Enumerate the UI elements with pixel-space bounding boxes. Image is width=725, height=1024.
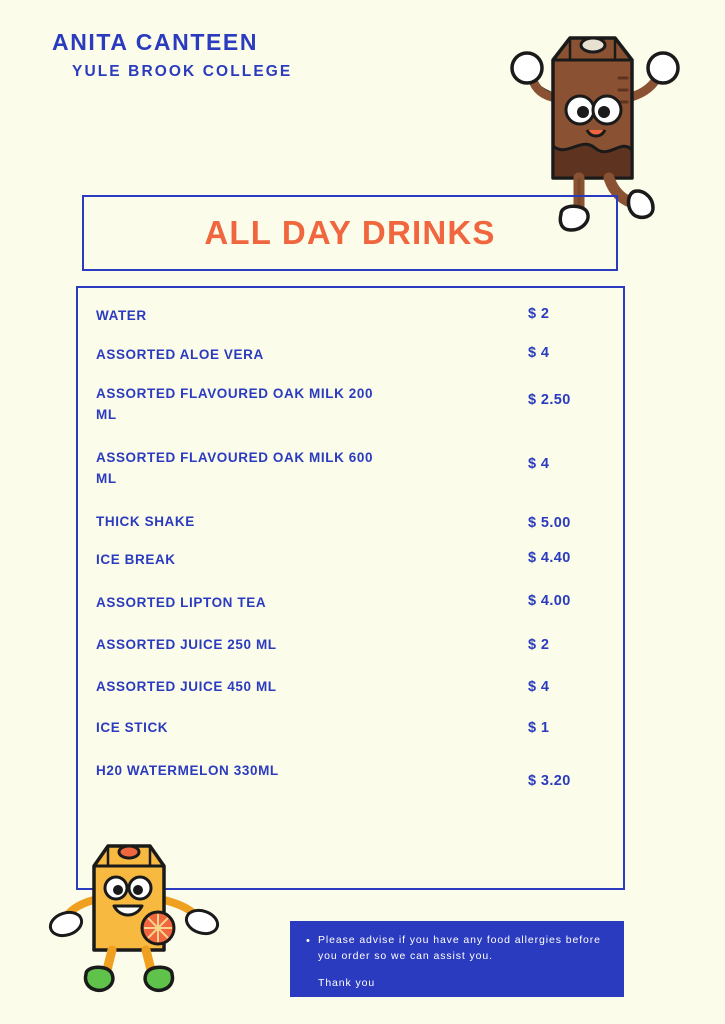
item-name: ASSORTED LIPTON TEA: [96, 595, 267, 611]
header: [52, 30, 292, 81]
note-thanks: Thank you: [318, 976, 376, 989]
item-price: $ 2.50: [528, 391, 571, 408]
page-title: ALL DAY DRINKS: [204, 214, 496, 251]
item-price: $ 4.40: [528, 550, 571, 567]
orange-juice-carton-character-icon: [46, 832, 226, 1002]
item-name: WATER: [96, 308, 147, 323]
list-item: [96, 512, 608, 533]
brand-title: ANITA CANTEEN: [52, 29, 259, 55]
list-item: [96, 635, 608, 656]
item-price: $ 3.20: [528, 773, 571, 790]
note-text-row: [306, 933, 608, 965]
item-name: THICK SHAKE: [96, 513, 195, 529]
item-name: ASSORTED FLAVOURED OAK MILK 200 ML: [96, 385, 374, 422]
item-name: ASSORTED JUICE 250 ML: [96, 637, 277, 653]
item-name: ASSORTED FLAVOURED OAK MILK 600 ML: [96, 449, 374, 486]
section-title-box: [82, 195, 618, 271]
list-item: [96, 761, 608, 789]
item-price: $ 4.00: [528, 593, 571, 610]
item-name: H20 WATERMELON 330ML: [96, 763, 279, 779]
list-item: [96, 448, 608, 490]
note-text: Please advise if you have any food allergies before you order so we can assist you.: [318, 934, 601, 962]
list-item: [96, 384, 608, 426]
item-price: $ 5.00: [528, 514, 571, 531]
menu-list: [96, 306, 608, 807]
allergy-note: [290, 921, 624, 997]
bullet-icon: •: [306, 935, 311, 947]
list-item: [96, 550, 608, 571]
item-price: $ 2: [528, 306, 550, 322]
list-item: [96, 593, 608, 614]
item-price: $ 2: [528, 637, 550, 654]
item-price: $ 4: [528, 344, 550, 361]
list-item: [96, 306, 608, 327]
item-name: ICE BREAK: [96, 552, 176, 568]
list-item: [96, 677, 608, 698]
item-price: $ 4: [528, 455, 550, 472]
list-item: [96, 718, 608, 739]
item-name: ASSORTED ALOE VERA: [96, 346, 264, 362]
item-name: ICE STICK: [96, 720, 169, 736]
list-item: [96, 345, 608, 366]
item-price: $ 4: [528, 679, 550, 696]
item-price: $ 1: [528, 720, 550, 737]
item-name: ASSORTED JUICE 450 ML: [96, 679, 277, 695]
brand-subtitle: YULE BROOK COLLEGE: [72, 63, 293, 81]
